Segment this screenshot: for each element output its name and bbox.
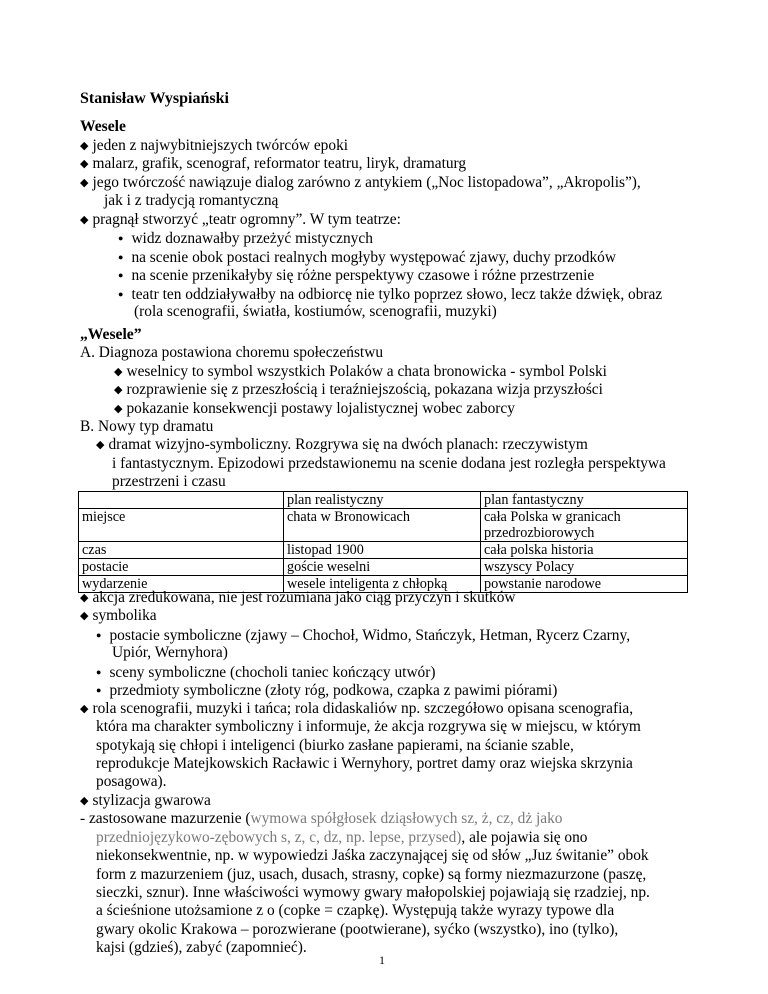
b-item-continued: która ma charakter symboliczny i informuje, że akcja rozgrywa się w miejscu, w którym — [96, 718, 641, 735]
table-cell: postacie — [79, 559, 284, 576]
plans-table — [78, 491, 688, 593]
diamond-bullet-icon: ◆ — [80, 592, 89, 604]
wesele-heading: „Wesele” — [80, 326, 142, 343]
mazurzenie-line: niekonsekwentnie, np. w wypowiedzi Jaśka zaczynającej się od słów „Juz świtanie” obok — [96, 847, 649, 864]
table-cell: powstanie narodowe — [481, 576, 688, 593]
table-cell: plan fantastyczny — [481, 492, 688, 509]
mazurzenie-line: a ścieśnione utożsamione z o (copke = czapkę). Występują także wyrazy typowe dla — [96, 902, 615, 919]
table-cell: cała polska historia — [481, 542, 688, 559]
intro-item: ◆ pragnął stworzyć „teatr ogromny”. W tym teatrze: — [80, 211, 401, 228]
diamond-bullet-icon: ◆ — [114, 384, 123, 396]
theatre-item-continued: (rola scenografii, światła, kostiumów, scenografii, muzyki) — [134, 303, 497, 320]
diamond-bullet-icon: ◆ — [80, 703, 89, 715]
section-b-heading: B. Nowy typ dramatu — [80, 418, 214, 435]
table-cell — [79, 492, 284, 509]
section-a-heading: A. Diagnoza postawiona choremu społeczeństwu — [80, 344, 384, 361]
theatre-item: ● teatr ten oddziaływałby na odbiorcę nie tylko poprzez słowo, lecz także dźwięk, obraz — [118, 286, 663, 303]
b-item: ◆ stylizacja gwarowa — [80, 792, 211, 809]
table-row — [79, 509, 688, 542]
dot-bullet-icon: ● — [118, 270, 124, 280]
intro-item-continued: jak i z tradycją romantyczną — [104, 192, 279, 209]
table-cell: listopad 1900 — [284, 542, 481, 559]
table-cell: plan realistyczny — [284, 492, 481, 509]
diamond-bullet-icon: ◆ — [96, 439, 105, 451]
dot-bullet-icon: ● — [96, 630, 102, 640]
dot-bullet-icon: ● — [118, 289, 124, 299]
diamond-bullet-icon: ◆ — [114, 366, 123, 378]
b-item-continued: spotykają się chłopi i inteligenci (biurko zasłane papierami, na ścianie szable, — [96, 737, 574, 754]
mazurzenie-line: przedniojęzykowo-zębowych s, z, c, dz, np. lepse, przysed), ale pojawia się ono — [96, 829, 588, 846]
table-cell: wesele inteligenta z chłopką — [284, 576, 481, 593]
work-title: Wesele — [80, 118, 126, 135]
b-item: ◆ rola scenografii, muzyki i tańca; rola didaskaliów np. szczegółowo opisana scenografia, — [80, 700, 634, 717]
dot-bullet-icon: ● — [118, 252, 124, 262]
mazurzenie-line: form z mazurzeniem (juz, usach, dusach, strasny, copke) są formy niezmazurzone (paszę, — [96, 866, 647, 883]
theatre-item: ● na scenie obok postaci realnych mogłyby występować zjawy, duchy przodków — [118, 249, 616, 266]
b-item: ◆ dramat wizyjno-symboliczny. Rozgrywa się na dwóch planach: rzeczywistym — [96, 436, 588, 453]
diamond-bullet-icon: ◆ — [80, 610, 89, 622]
a-item: ◆ weselnicy to symbol wszystkich Polaków a chata bronowicka - symbol Polski — [114, 363, 607, 380]
diamond-bullet-icon: ◆ — [114, 403, 123, 415]
table-row — [79, 492, 688, 509]
author-title: Stanisław Wyspiański — [80, 90, 229, 107]
theatre-item: ● widz doznawałby przeżyć mistycznych — [118, 230, 373, 247]
b-item-continued: przestrzeni i czasu — [112, 473, 226, 490]
diamond-bullet-icon: ◆ — [80, 214, 89, 226]
a-item: ◆ pokazanie konsekwencji postawy lojalistycznej wobec zaborcy — [114, 400, 515, 417]
b-item-continued: i fantastycznym. Epizodowi przedstawionemu na scenie dodana jest rozległa perspektywa — [112, 455, 666, 472]
dot-bullet-icon: ● — [118, 233, 124, 243]
table-cell: wydarzenie — [79, 576, 284, 593]
table-cell: wszyscy Polacy — [481, 559, 688, 576]
theatre-item: ● na scenie przenikałyby się różne perspektywy czasowe i różne przestrzenie — [118, 267, 595, 284]
mazurzenie-line: - zastosowane mazurzenie (wymowa spółgłosek dziąsłowych sz, ż, cz, dż jako — [80, 810, 563, 827]
diamond-bullet-icon: ◆ — [80, 177, 89, 189]
b-item: ◆ symbolika — [80, 607, 157, 624]
table-row — [79, 542, 688, 559]
table-cell: czas — [79, 542, 284, 559]
diamond-bullet-icon: ◆ — [80, 140, 89, 152]
dot-bullet-icon: ● — [96, 667, 102, 677]
symbol-item: ● sceny symboliczne (chocholi taniec kończący utwór) — [96, 664, 436, 681]
b-item-continued: reprodukcje Matejkowskich Racławic i Wernyhory, portret damy oraz wiejska skrzynia — [96, 755, 633, 772]
intro-item: ◆ jeden z najwybitniejszych twórców epoki — [80, 137, 349, 154]
dot-bullet-icon: ● — [96, 685, 102, 695]
b-item-continued: posagowa). — [96, 773, 167, 790]
b-item: ◆ akcja zredukowana, nie jest rozumiana jako ciąg przyczyn i skutków — [80, 589, 516, 606]
table-cell: goście weselni — [284, 559, 481, 576]
mazurzenie-line: gwary okolic Krakowa – porozwierane (pootwierane), syćko (wszystko), ino (tylko), — [96, 921, 619, 938]
table-cell: miejsce — [79, 509, 284, 542]
intro-item: ◆ jego twórczość nawiązuje dialog zarówno z antykiem („Noc listopadowa”, „Akropolis”), — [80, 174, 641, 191]
table-cell: cała Polska w granicach przedrozbiorowych — [481, 509, 688, 542]
symbol-item: ● przedmioty symboliczne (złoty róg, podkowa, czapka z pawimi piórami) — [96, 682, 558, 699]
intro-item: ◆ malarz, grafik, scenograf, reformator teatru, liryk, dramaturg — [80, 155, 467, 172]
symbol-item: ● postacie symboliczne (zjawy – Chochoł, Widmo, Stańczyk, Hetman, Rycerz Czarny, — [96, 627, 631, 644]
symbol-item-continued: Upiór, Wernyhora) — [112, 644, 228, 661]
diamond-bullet-icon: ◆ — [80, 795, 89, 807]
table-row — [79, 559, 688, 576]
mazurzenie-line: kajsi (gdzieś), zabyć (zapomnieć). — [96, 939, 307, 956]
diamond-bullet-icon: ◆ — [80, 158, 89, 170]
mazurzenie-line: sieczki, sznur). Inne właściwości wymowy gwary małopolskiej pojawiają się rzadziej, np. — [96, 884, 650, 901]
a-item: ◆ rozprawienie się z przeszłością i teraźniejszością, pokazana wizja przyszłości — [114, 381, 603, 398]
page-number: 1 — [379, 953, 385, 967]
table-cell: chata w Bronowicach — [284, 509, 481, 542]
